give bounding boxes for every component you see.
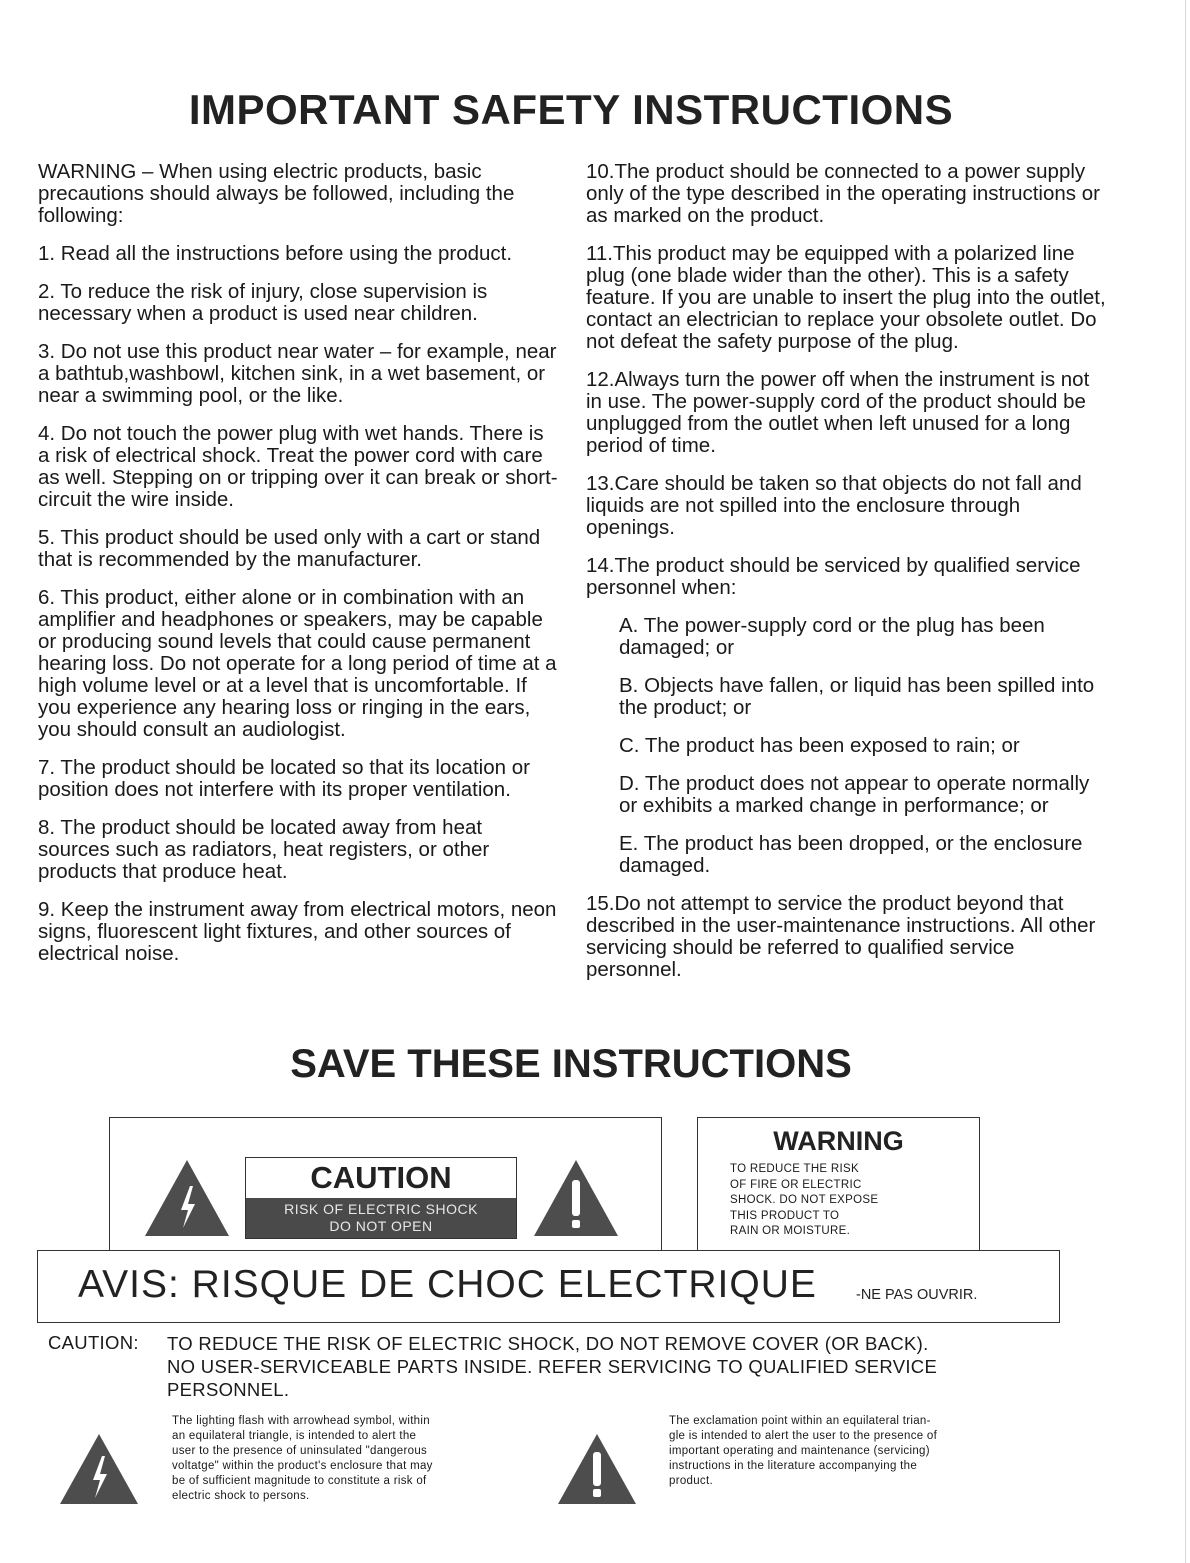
instruction-8: 8. The product should be located away from heat sources such as radiators, heat registers, or other products that produce heat.	[38, 816, 490, 883]
right-column	[586, 161, 1106, 997]
instruction-7: 7. The product should be located so that its location or position does not interfere with its proper ventilation.	[38, 756, 530, 801]
instruction-4: 4. Do not touch the power plug with wet hands. There is a risk of electrical shock. Treat the power cord with care as well. Stepping on or tripping over it can break or short-circuit the wire inside.	[38, 422, 558, 511]
instruction-14-b: B. Objects have fallen, or liquid has been spilled into the product; or	[619, 674, 1095, 719]
instruction-1: 1. Read all the instructions before using the product.	[38, 242, 513, 265]
avis-panel	[37, 1250, 1060, 1323]
lightning-triangle-icon	[143, 1158, 231, 1238]
note-line: gle is intended to alert the user to the presence of	[669, 1430, 938, 1442]
caution-label	[245, 1157, 517, 1239]
instruction-15: 15.Do not attempt to service the product beyond that described in the user-maintenance instructions. All other servicing should be referred to qualified service personnel.	[586, 892, 1096, 981]
note-line: an equilateral triangle, is intended to alert the	[172, 1430, 417, 1442]
instruction-14-d: D. The product does not appear to operate normally or exhibits a marked change in performance; or	[619, 772, 1090, 817]
caution-notice-line: TO REDUCE THE RISK OF ELECTRIC SHOCK, DO NOT REMOVE COVER (OR BACK).	[167, 1333, 929, 1354]
exclamation-symbol-icon	[556, 1432, 638, 1506]
instruction-9: 9. Keep the instrument away from electrical motors, neon signs, fluorescent light fixtures, and other sources of electrical noise.	[38, 898, 557, 965]
warning-line: TO REDUCE THE RISK	[730, 1163, 859, 1175]
instruction-12: 12.Always turn the power off when the instrument is not in use. The power-supply cord of the product should be unplugged from the outlet when left unused for a long period of time.	[586, 368, 1090, 457]
left-column	[38, 161, 558, 981]
instruction-14: 14.The product should be serviced by qualified service personnel when:	[586, 554, 1081, 599]
note-line: user to the presence of uninsulated "dangerous	[172, 1445, 428, 1457]
note-line: The exclamation point within an equilateral trian-	[669, 1415, 931, 1427]
instruction-6: 6. This product, either alone or in combination with an amplifier and headphones or speakers, may be capable or producing sound levels that could cause permanent hearing loss. Do not operate for a long period of time at a high volume level or at a level that is uncomfortable. If you experience any hearing loss or ringing in the ears, you should consult an audiologist.	[38, 586, 557, 741]
caution-open-line: DO NOT OPEN	[329, 1218, 433, 1234]
note-line: The lighting flash with arrowhead symbol, within	[172, 1415, 430, 1427]
caution-notice-line: NO USER-SERVICEABLE PARTS INSIDE. REFER SERVICING TO QUALIFIED SERVICE	[167, 1356, 938, 1377]
note-line: be of sufficient magnitude to constitute a risk of	[172, 1475, 427, 1487]
caution-notice-text	[167, 1332, 1007, 1401]
warning-title: WARNING	[773, 1126, 904, 1156]
caution-word: CAUTION	[310, 1160, 452, 1195]
instruction-11: 11.This product may be equipped with a polarized line plug (one blade wider than the other). This is a safety feature. If you are unable to insert the plug into the outlet, contact an electrician to replace your obsolete outlet. Do not defeat the safety purpose of the plug.	[586, 242, 1106, 353]
caution-shock-warning	[246, 1198, 516, 1238]
note-line: important operating and maintenance (servicing)	[669, 1445, 930, 1457]
lightning-symbol-icon	[58, 1432, 140, 1506]
note-line: voltatge" within the product's enclosure that may	[172, 1460, 433, 1472]
warning-line: OF FIRE OR ELECTRIC	[730, 1178, 862, 1191]
exclamation-triangle-icon	[532, 1158, 620, 1238]
warning-line: THIS PRODUCT TO	[730, 1209, 840, 1222]
caution-notice-line: PERSONNEL.	[167, 1379, 290, 1400]
warning-line: SHOCK. DO NOT EXPOSE	[730, 1194, 879, 1206]
page-edge-rule	[1185, 0, 1186, 1563]
page-title: IMPORTANT SAFETY INSTRUCTIONS	[188, 86, 954, 133]
exclamation-symbol-note	[669, 1414, 1009, 1489]
note-line: instructions in the literature accompanying the	[669, 1460, 918, 1472]
note-line: product.	[669, 1475, 713, 1487]
instruction-13: 13.Care should be taken so that objects do not fall and liquids are not spilled into the enclosure through openings.	[586, 472, 1082, 539]
caution-shock-line: RISK OF ELECTRIC SHOCK	[284, 1201, 478, 1217]
warning-text	[730, 1162, 970, 1240]
avis-heading: AVIS: RISQUE DE CHOC ELECTRIQUE	[78, 1263, 817, 1306]
instruction-5: 5. This product should be used only with a cart or stand that is recommended by the manufacturer.	[38, 526, 541, 571]
note-line: electric shock to persons.	[172, 1490, 310, 1502]
instruction-14-a: A. The power-supply cord or the plug has been damaged; or	[619, 614, 1045, 659]
instruction-14-c: C. The product has been exposed to rain; or	[619, 734, 1020, 757]
avis-subtext: -NE PAS OUVRIR.	[856, 1287, 978, 1303]
instruction-10: 10.The product should be connected to a power supply only of the type described in the operating instructions or as marked on the product.	[586, 160, 1100, 227]
instruction-2: 2. To reduce the risk of injury, close supervision is necessary when a product is used near children.	[38, 280, 488, 325]
warning-line: RAIN OR MOISTURE.	[730, 1225, 851, 1237]
lightning-symbol-note	[172, 1414, 502, 1504]
caution-notice-label: CAUTION:	[48, 1332, 139, 1353]
instruction-3: 3. Do not use this product near water – for example, near a bathtub,washbowl, kitchen sink, in a wet basement, or near a swimming pool, or the like.	[38, 340, 557, 407]
instruction-14-e: E. The product has been dropped, or the enclosure damaged.	[619, 832, 1083, 877]
warning-intro: WARNING – When using electric products, basic precautions should always be followed, including the following:	[38, 160, 515, 227]
warning-panel	[697, 1117, 980, 1251]
save-instructions-title: SAVE THESE INSTRUCTIONS	[290, 1042, 852, 1086]
